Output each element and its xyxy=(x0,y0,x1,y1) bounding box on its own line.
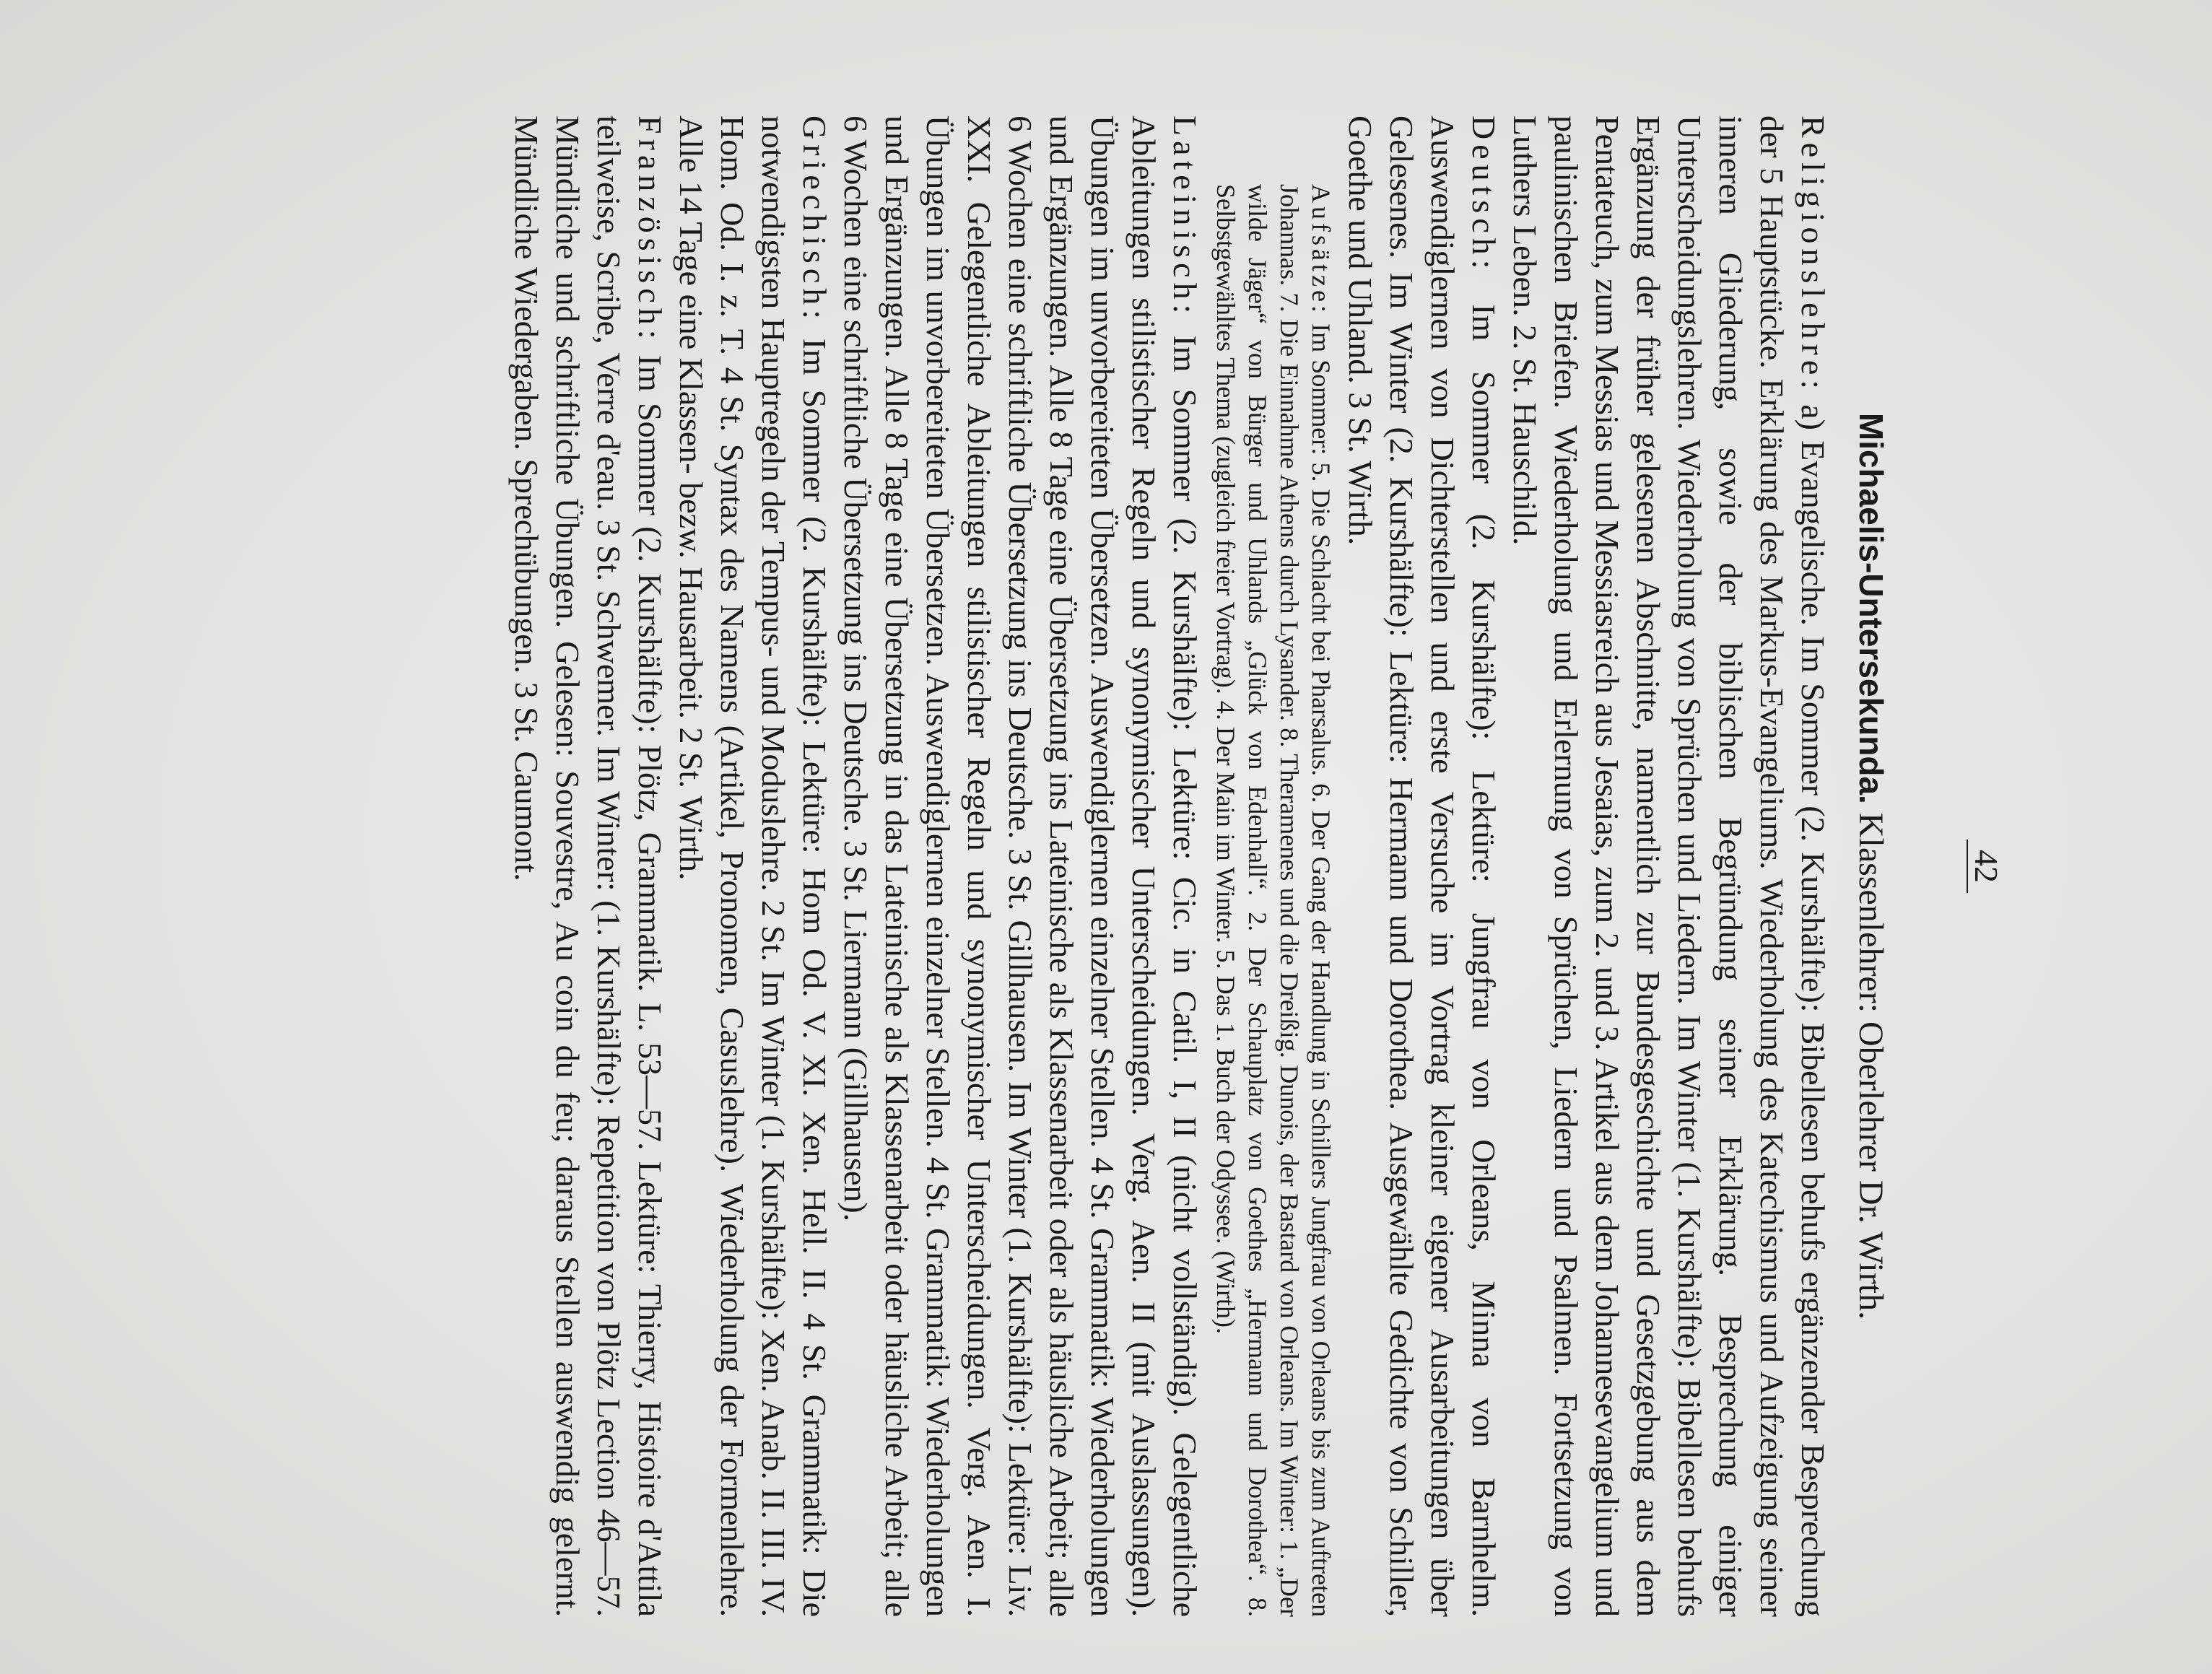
paragraph-franzoesisch xyxy=(506,115,671,1617)
subject-label: Religionslehre: xyxy=(1795,115,1832,395)
paragraph-religion xyxy=(1505,115,1834,1617)
paragraph-text: Im Sommer (2. Kurshälfte): Lektüre: Jungfrau von Orleans, Minna von Barnhelm. Auswendiglernen von Dichterstellen und erste Versuche im Vortrag kleiner eigener Ausarbeitungen über Gelesenes. Im Winter (2. Kurshälfte): Lektüre: Hermann und Dorothea. Ausgewählte Gedichte von Schiller, Goethe und Uhland. 3 St. Wirth. xyxy=(1342,115,1502,1617)
text-column xyxy=(375,115,2007,1617)
subject-label: Französisch: xyxy=(632,115,669,344)
paragraph-lateinisch xyxy=(835,115,1206,1617)
paragraph-text: Im Sommer: 5. Die Schlacht bei Pharsalus. 6. Der Gang der Handlung in Schillers Jungfrau von Orleans bis zum Auftreten Johannas. 7. Die Einnahme Athens durch Lysander. 8. Theramenes und die Dreißig. Dunois, der Bastard von Orleans. Im Winter: 1. „Der wilde Jäger“ von Bürger und Uhlands „Glück von Edenhall“. 2. Der Schauplatz von Goethes „Hermann und Dorothea“. 8. Selbstgewähltes Thema (zugleich freier Vortrag). 4. Der Main im Winter. 5. Das 1. Buch der Odyssee. (Wirth). xyxy=(1211,184,1336,1617)
section-heading xyxy=(1850,115,1891,1617)
page-number xyxy=(1964,115,2007,1617)
subject-label: Lateinisch: xyxy=(1167,115,1203,319)
subject-label: Deutsch: xyxy=(1466,115,1502,274)
page-number-text: 42 xyxy=(1967,840,2005,893)
subject-label: Aufsätze: xyxy=(1307,184,1336,316)
heading-title: Michaelis-Untersekunda. xyxy=(1852,412,1890,804)
heading-teacher: Klassenlehrer: Oberlehrer Dr. Wirth. xyxy=(1852,812,1890,1320)
paragraph-deutsch xyxy=(1340,115,1505,1617)
paragraph-text: Im Sommer (2. Kurshälfte): Plötz, Grammatik. L. 53—57. Lektüre: Thierry, Histoire d'Attila teilweise, Scribe, Verre d'eau. 3 St. Schwemer. Im Winter: (1. Kurshälfte): Repetition von Plötz Lection 46—57. Mündliche und schriftliche Übungen. Gelesen: Souvestre, Au coin du feu; daraus Stellen auswendig gelernt. Mündliche Wiedergaben. Sprechübungen. 3 St. Caumont. xyxy=(508,115,669,1617)
subject-label: Griechisch: xyxy=(796,115,833,325)
paragraph-aufsaetze xyxy=(1210,115,1337,1617)
paragraph-text: Im Sommer (2. Kurshälfte): Lektüre: Hom Od. V. XI. Xen. Hell. II. 4 St. Grammatik: Die notwendigsten Hauptregeln der Tempus- und Moduslehre. 2 St. Im Winter (1. Kurshälfte): Xen. Anab. II. III. IV. Hom. Od. I. z. T. 4 St. Syntax des Namens (Artikel, Pronomen, Casuslehre). Wiederholung der Formenlehre. Alle 14 Tage eine Klassen- bezw. Hausarbeit. 2 St. Wirth. xyxy=(673,115,833,1617)
body-text xyxy=(506,115,1834,1617)
paragraph-griechisch xyxy=(671,115,835,1617)
rotated-page-content xyxy=(375,115,2007,1617)
paragraph-text: a) Evangelische. Im Sommer (2. Kurshälfte): Bibellesen behufs ergänzender Besprechung der 5 Hauptstücke. Erklärung des Markus-Evangeliums. Wiederholung des Katechismus und Aufzeigung seiner inneren Gliederung, sowie der biblischen Begründung seiner Erklärung. Besprechung einiger Unterscheidungslehren. Wiederholung von Sprüchen und Liedern. Im Winter (1. Kurshälfte): Bibellesen behufs Ergänzung der früher gelesenen Abschnitte, namentlich zur Bundesgeschichte und Gesetzgebung aus dem Pentateuch, zum Messias und Messiasreich aus Jesaias, zum 2. und 3. Artikel aus dem Johannesevangelium und paulinischen Briefen. Wiederholung und Erlernung von Sprüchen, Liedern und Psalmen. Fortsetzung von Luthers Leben. 2. St. Hauschild. xyxy=(1507,115,1832,1617)
paragraph-text: Im Sommer (2. Kurshälfte): Lektüre: Cic. in Catil. I, II (nicht vollständig). Gelegentliche Ableitungen stilistischer Regeln und synonymischer Unterscheidungen. Verg. Aen. II (mit Auslassungen). Übungen im unvorbereiteten Übersetzen. Auswendiglernen einzelner Stellen. 4 St. Grammatik: Wiederholungen und Ergänzungen. Alle 8 Tage eine Übersetzung ins Lateinische als Klassenarbeit oder als häusliche Arbeit; alle 6 Wochen eine schriftliche Übersetzung ins Deutsche. 3 St. Gillhausen. Im Winter (1. Kurshälfte): Lektüre: Liv. XXI. Gelegentliche Ableitungen stilistischer Regeln und synonymischer Unterscheidungen. Verg. Aen. I. Übungen im unvorbereiteten Übersetzen. Auswendiglernen einzelner Stellen. 4 St. Grammatik: Wiederholungen und Ergänzungen. Alle 8 Tage eine Übersetzung in das Lateinische als Klassenarbeit oder häusliche Arbeit; alle 6 Wochen eine schriftliche Übersetzung ins Deutsche. 3 St. Liermann (Gillhausen). xyxy=(837,115,1203,1617)
